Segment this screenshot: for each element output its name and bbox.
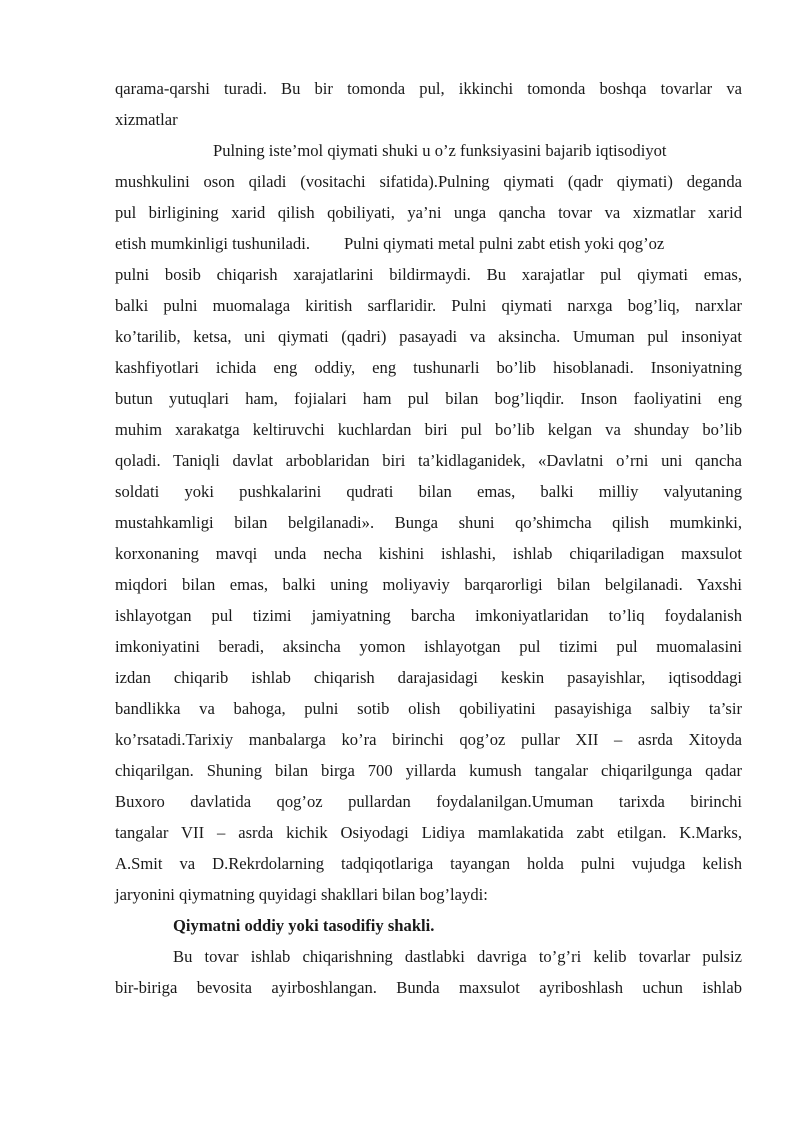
text-line: A.Smit va D.Rekrdolarning tadqiqotlariga tayangan holda pulni vujudga kelish — [115, 854, 742, 873]
text-line: mustahkamligi bilan belgilanadi». Bunga shuni qo’shimcha qilish mumkinki, — [115, 513, 742, 532]
text-line: pulni bosib chiqarish xarajatlarini bildirmaydi. Bu xarajatlar pul qiymati emas, — [115, 265, 742, 284]
text-line: kashfiyotlari ichida eng oddiy, eng tushunarli bo’lib hisoblanadi. Insoniyatning — [115, 358, 742, 377]
text-line: qoladi. Taniqli davlat arboblaridan biri ta’kidlaganidek, «Davlatni o’rni uni qancha — [115, 451, 742, 470]
text-segment: Pulni qiymati metal pulni zabt etish yoki qog’oz — [343, 234, 665, 253]
text-segment: etish mumkinligi tushuniladi. — [115, 234, 310, 253]
text-line: chiqarilgan. Shuning bilan birga 700 yillarda kumush tangalar chiqarilgunga qadar — [115, 761, 742, 780]
text-line: ko’rsatadi.Tarixiy manbalarga ko’ra birinchi qog’oz pullar XII – asrda Xitoyda — [115, 730, 742, 749]
text-line: xizmatlar — [115, 110, 178, 129]
text-line: qarama-qarshi turadi. Bu bir tomonda pul, ikkinchi tomonda boshqa tovarlar va — [115, 79, 742, 98]
text-line: Buxoro davlatida qog’oz pullardan foydalanilgan.Umuman tarixda birinchi — [115, 792, 742, 811]
text-line: butun yutuqlari ham, fojialari ham pul bilan bog’liqdir. Inson faoliyatini eng — [115, 389, 742, 408]
text-line: ishlayotgan pul tizimi jamiyatning barcha imkoniyatlaridan to’liq foydalanish — [115, 606, 742, 625]
text-line: korxonaning mavqi unda necha kishini ishlashi, ishlab chiqariladigan maxsulot — [115, 544, 742, 563]
text-line: imkoniyatini beradi, aksincha yomon ishlayotgan pul tizimi pul muomalasini — [115, 637, 742, 656]
text-line: tangalar VII – asrda kichik Osiyodagi Lidiya mamlakatida zabt etilgan. K.Marks, — [115, 823, 742, 842]
text-line: miqdori bilan emas, balki uning moliyaviy barqarorligi bilan belgilanadi. Yaxshi — [115, 575, 742, 594]
document-page — [115, 73, 742, 1003]
text-line: mushkulini oson qiladi (vositachi sifatida).Pulning qiymati (qadr qiymati) deganda — [115, 172, 742, 191]
text-line-split — [115, 228, 742, 259]
text-line: soldati yoki pushkalarini qudrati bilan emas, balki milliy valyutaning — [115, 482, 742, 501]
text-line: jaryonini qiymatning quyidagi shakllari bilan bog’laydi: — [115, 885, 488, 904]
section-heading: Qiymatni oddiy yoki tasodifiy shakli. — [173, 916, 435, 935]
text-line: muhim xarakatga keltiruvchi kuchlardan biri pul bo’lib kelgan va shunday bo’lib — [115, 420, 742, 439]
text-line: balki pulni muomalaga kiritish sarflaridir. Pulni qiymati narxga bog’liq, narxlar — [115, 296, 742, 315]
text-line: bandlikka va bahoga, pulni sotib olish qobiliyatini pasayishiga salbiy ta’sir — [115, 699, 742, 718]
text-line: pul birligining xarid qilish qobiliyati, ya’ni unga qancha tovar va xizmatlar xarid — [115, 203, 742, 222]
text-line: Bu tovar ishlab chiqarishning dastlabki davriga to’g’ri kelib tovarlar pulsiz — [173, 947, 742, 966]
text-line: izdan chiqarib ishlab chiqarish darajasidagi keskin pasayishlar, iqtisoddagi — [115, 668, 742, 687]
text-line: Pulning iste’mol qiymati shuki u o’z funksiyasini bajarib iqtisodiyot — [213, 141, 667, 160]
text-line: bir-biriga bevosita ayirboshlangan. Bunda maxsulot ayriboshlash uchun ishlab — [115, 978, 742, 997]
text-line: ko’tarilib, ketsa, uni qiymati (qadri) pasayadi va aksincha. Umuman pul insoniyat — [115, 327, 742, 346]
